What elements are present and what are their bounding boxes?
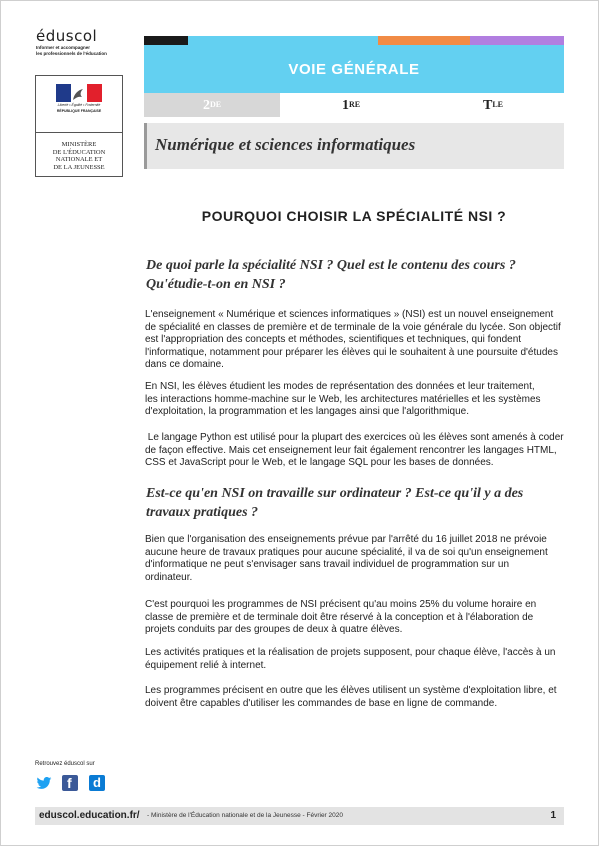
level-premiere [280, 93, 422, 117]
text-line: C'est pourquoi les programmes de NSI précisent qu'au moins 25% du volume horaire en [145, 599, 537, 610]
level-seconde [144, 93, 280, 117]
footer [35, 807, 564, 825]
text-line: classe de première et de terminale doit être réservé à la conception et à l'élaboration de [145, 611, 534, 623]
ministry-name [36, 133, 122, 171]
band-black [144, 36, 188, 45]
facebook-glyph: f [67, 775, 72, 791]
level-premiere-sup: RE [348, 100, 361, 109]
logo-tagline-1: Informer et accompagner [36, 45, 91, 50]
levels-row [144, 93, 564, 117]
ministry-logo [35, 75, 123, 177]
band-cyan [188, 36, 378, 45]
eduscol-logo[interactable] [36, 28, 126, 56]
page-title: POURQUOI CHOISIR LA SPÉCIALITÉ NSI ? [201, 208, 507, 224]
dailymotion-icon[interactable] [89, 775, 105, 791]
dailymotion-glyph: d [93, 775, 101, 790]
text-line: de façon effective. Mais cet enseignement leur fait également rencontrer les langages HTML, [145, 444, 557, 456]
level-terminale-label: T [482, 98, 493, 113]
text-line: Bien que l'organisation des enseignements prévue par l'arrêté du 16 juillet 2018 ne prévoie [145, 534, 547, 545]
text-line: d'exploitation, la programmation et les langages ainsi que l'algorithmique. [145, 406, 470, 418]
marianne-block [36, 84, 122, 133]
ministry-name-line: NATIONALE ET [55, 156, 103, 163]
page-number: 1 [550, 810, 556, 821]
level-seconde-sup: DE [209, 100, 222, 109]
question-heading-2 [146, 484, 566, 522]
footer-site-link[interactable]: eduscol.education.fr/ [39, 810, 140, 821]
ministry-name-line: MINISTÈRE [61, 141, 97, 148]
text-line: doivent être capables d'utiliser les commandes de base en ligne de commande. [145, 697, 498, 709]
ministry-name-line: DE LA JEUNESSE [53, 163, 105, 171]
ministry-motto: Liberté • Égalité • Fraternité [57, 103, 101, 107]
question-heading-1 [146, 256, 566, 294]
text-line: l'informatique, notamment pour préparer les élèves qui le souhaitent à une poursuite d'études [145, 346, 558, 358]
text-line: les interactions homme-machine sur le Web, les architectures matérielles et les systèmes [145, 393, 541, 405]
level-terminale-sup: LE [492, 100, 503, 109]
question-line: Qu'étudie-t-on en NSI ? [146, 277, 286, 292]
question-line: De quoi parle la spécialité NSI ? Quel est le contenu des cours ? [146, 258, 516, 273]
text-line: projets conduits par des groupes de deux à quatre élèves. [145, 624, 403, 636]
text-line: équipement relié à internet. [145, 659, 267, 671]
text-line: CSS et JavaScript pour le Web, et le langage SQL pour les bases de données. [145, 457, 494, 469]
paragraph-4 [145, 534, 568, 584]
question-line: Est-ce qu'en NSI on travaille sur ordinateur ? Est-ce qu'il y a des [146, 486, 524, 501]
voie-generale-banner: VOIE GÉNÉRALE [144, 45, 564, 93]
paragraph-1 [145, 309, 568, 372]
text-line: est l'appropriation des concepts et méthodes, scientifiques et techniques, qui fondent [145, 334, 522, 346]
ministry-name-line: DE L'ÉDUCATION [52, 148, 106, 156]
level-seconde-label: 2 [202, 98, 210, 113]
level-terminale [422, 93, 564, 117]
band-orange [378, 36, 470, 45]
twitter-bird-icon [36, 775, 52, 791]
level-premiere-label: 1 [341, 98, 349, 113]
paragraph-5 [145, 599, 568, 637]
band-purple [470, 36, 564, 45]
republique-label: RÉPUBLIQUE FRANÇAISE [56, 109, 102, 113]
text-line: En NSI, les élèves étudient les modes de représentation des données et leur traitement, [145, 381, 535, 392]
retrouvez-label: Retrouvez éduscol sur [35, 761, 95, 767]
text-line: Le langage Python est utilisé pour la plupart des exercices où les élèves sont amenés à coder [145, 432, 564, 443]
text-line: dans ce domaine. [145, 359, 224, 371]
text-line: Les programmes précisent en outre que les élèves utilisent un système d'exploitation libre, et [145, 685, 557, 696]
subject-banner [144, 123, 564, 169]
text-line: aucune heure de travaux pratiques pour aucune spécialité, il va de soi qu'un enseignement [145, 546, 548, 558]
paragraph-2 [145, 381, 568, 419]
marianne-icon [56, 84, 102, 102]
paragraph-3 [145, 432, 568, 470]
paragraph-6 [145, 647, 568, 672]
facebook-icon[interactable] [62, 775, 78, 791]
text-line: ordinateur. [145, 571, 193, 583]
question-line: travaux pratiques ? [146, 505, 259, 520]
logo-tagline-2: les professionnels de l'éducation [36, 50, 107, 56]
footer-text: - Ministère de l'Éducation nationale et de la Jeunesse - Février 2020 [147, 812, 343, 819]
text-line: Les activités pratiques et la réalisation de projets supposent, pour chaque élève, l'accès à un [145, 647, 556, 658]
text-line: d'informatique ne peut s'envisager sans travail individuel de programmation sur un [145, 559, 510, 571]
text-line: L'enseignement « Numérique et sciences informatiques » (NSI) est un nouvel enseignement [145, 309, 554, 320]
logo-name: éduscol [36, 27, 98, 45]
text-line: de spécialité en classes de première et de terminale de la voie générale du lycée. Son objectif [145, 321, 561, 333]
subject-title: Numérique et sciences informatiques [155, 135, 416, 154]
paragraph-7 [145, 685, 568, 710]
twitter-icon[interactable] [36, 775, 52, 791]
